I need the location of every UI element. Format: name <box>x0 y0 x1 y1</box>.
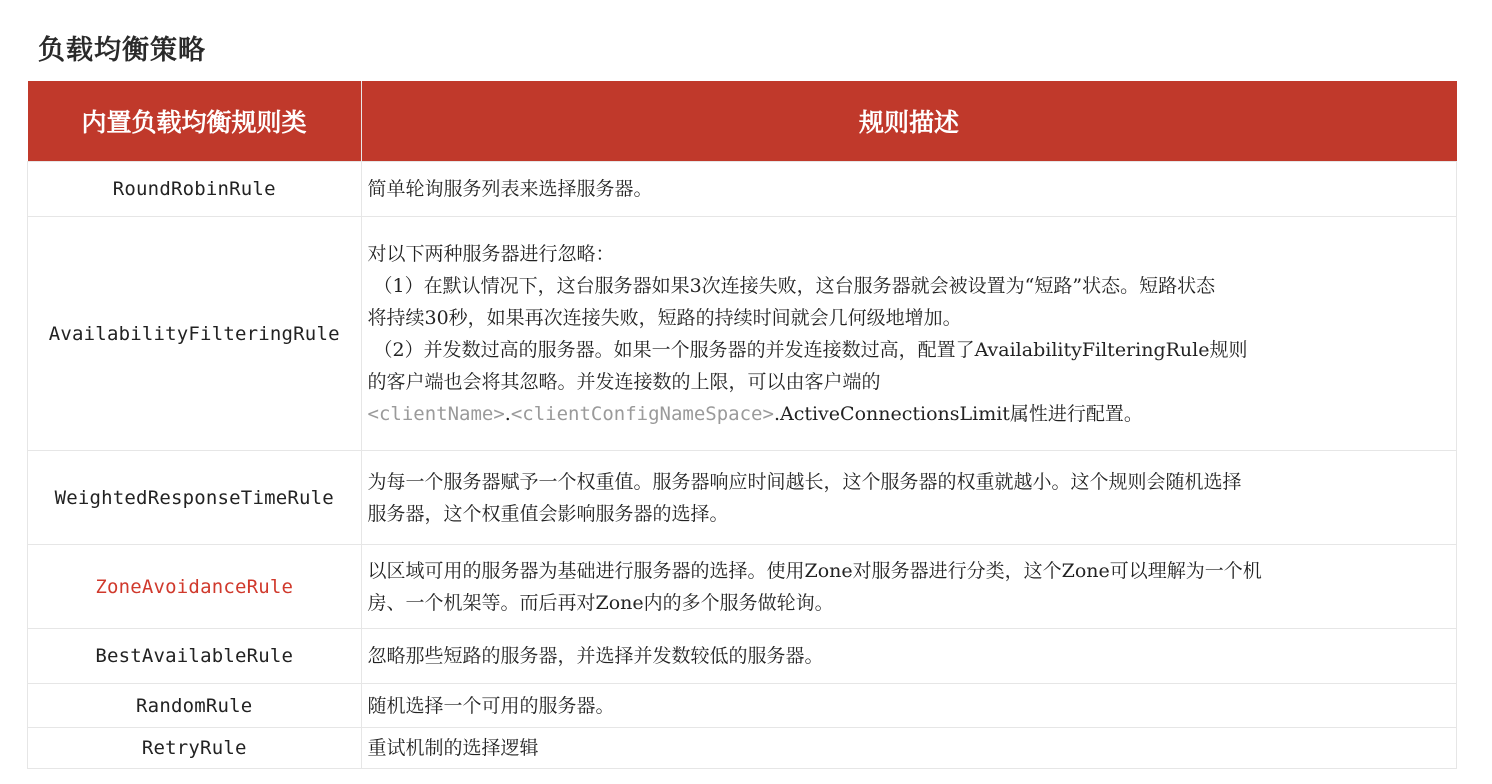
rule-class-cell: RandomRule <box>28 684 362 728</box>
rule-class-cell: RetryRule <box>28 728 362 769</box>
separator-dot: . <box>504 402 511 425</box>
table-row <box>28 728 1457 769</box>
description-line: 的客户端也会将其忽略。并发连接数的上限，可以由客户端的 <box>367 370 881 393</box>
column-header-rule-class: 内置负载均衡规则类 <box>28 81 362 162</box>
table-header-row <box>28 81 1457 162</box>
rule-class-cell: WeightedResponseTimeRule <box>28 451 362 545</box>
rule-description-cell <box>361 684 1457 728</box>
table-row <box>28 629 1457 684</box>
page-title: 负载均衡策略 <box>38 35 206 66</box>
description-line: 为每一个服务器赋予一个权重值。服务器响应时间越长，这个服务器的权重就越小。这个规则会随机选择 <box>367 470 1242 493</box>
description-line: 重试机制的选择逻辑 <box>367 737 539 759</box>
description-line: 以区域可用的服务器为基础进行服务器的选择。使用Zone对服务器进行分类，这个Zone可以理解为一个机 <box>367 559 1262 582</box>
description-line: 对以下两种服务器进行忽略： <box>367 242 615 265</box>
rule-description-cell <box>361 217 1457 451</box>
rule-class-cell: BestAvailableRule <box>28 629 362 684</box>
description-line: 服务器，这个权重值会影响服务器的选择。 <box>367 502 729 525</box>
column-header-description: 规则描述 <box>361 81 1457 162</box>
active-connections-limit-text: .ActiveConnectionsLimit属性进行配置。 <box>773 402 1143 425</box>
client-config-namespace-placeholder: <clientConfigNameSpace> <box>510 402 774 425</box>
rule-description-cell <box>361 728 1457 769</box>
description-line: 忽略那些短路的服务器，并选择并发数较低的服务器。 <box>367 645 824 667</box>
description-line: 简单轮询服务列表来选择服务器。 <box>367 178 653 200</box>
rule-description-cell <box>361 162 1457 217</box>
client-name-placeholder: <clientName> <box>367 402 505 425</box>
rule-class-cell: AvailabilityFilteringRule <box>28 217 362 451</box>
description-line: （1）在默认情况下，这台服务器如果3次连接失败，这台服务器就会被设置为“短路”状态。短路状态 <box>373 274 1216 297</box>
table-row <box>28 451 1457 545</box>
description-line: 将持续30秒，如果再次连接失败，短路的持续时间就会几何级地增加。 <box>367 306 962 329</box>
rule-description-cell <box>361 629 1457 684</box>
table-row <box>28 217 1457 451</box>
rule-description-cell <box>361 451 1457 545</box>
rule-description-cell <box>361 545 1457 629</box>
table-row <box>28 162 1457 217</box>
description-line: （2）并发数过高的服务器。如果一个服务器的并发连接数过高，配置了AvailabilityFilteringRule规则 <box>373 338 1248 361</box>
rules-table <box>27 81 1457 769</box>
rule-class-cell-highlighted: ZoneAvoidanceRule <box>28 545 362 629</box>
table-row <box>28 684 1457 728</box>
description-line: 房、一个机架等。而后再对Zone内的多个服务做轮询。 <box>367 591 834 614</box>
table-row <box>28 545 1457 629</box>
rule-class-cell: RoundRobinRule <box>28 162 362 217</box>
description-line <box>368 398 1451 430</box>
description-line: 随机选择一个可用的服务器。 <box>367 694 615 717</box>
